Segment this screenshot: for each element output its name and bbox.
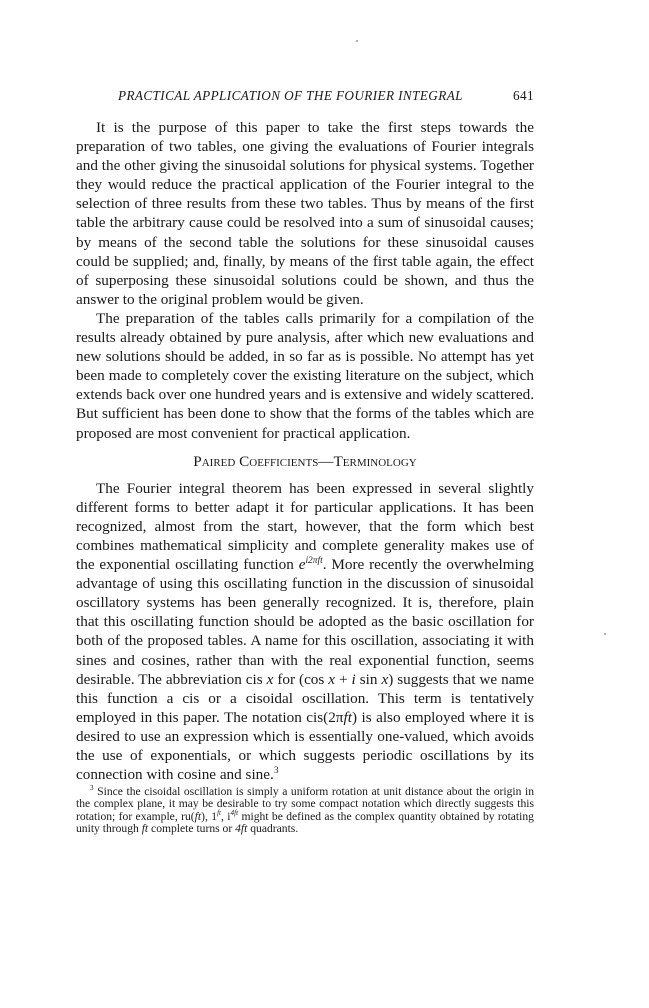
footnote-marker: 3 xyxy=(90,784,94,793)
article-body xyxy=(76,118,534,835)
running-title: PRACTICAL APPLICATION OF THE FOURIER INTEGRAL xyxy=(118,88,463,103)
paragraph: The preparation of the tables calls primarily for a compilation of the results already obtained by pure analysis, after which new evaluations and new solutions should be added, in so far as is possible. No attempt has yet been made to completely cover the existing literature on the subject, which extends back over one hundred years and is extensive and widely scattered. But sufficient has been done to show that the forms of the tables which are proposed are most convenient for practical application. xyxy=(76,309,534,442)
scan-speck xyxy=(604,633,606,635)
footnote-reference: 3 xyxy=(273,766,279,777)
exponential-function: $e^{i2\pi ft}$ xyxy=(298,556,323,574)
page-number: 641 xyxy=(513,88,534,103)
paragraph: The Fourier integral theorem has been expressed in several slightly different forms to better adapt it for particular applications. It has been recognized, almost from the start, however, that the form which best combines mathematical simplicity and complete generality makes use of the exponential oscillating function $e^{i2\pi ft}$. More recently the overwhelming advantage of using this oscillating function in the discussion of sinusoidal oscillatory systems has been generally recognized. It is, therefore, plain that this oscillating function should be adopted as the basic oscillation for both of the proposed tables. A name for this oscillation, associating it with sines and cosines, rather than with the real exponential function, seems desirable. The abbreviation cis x for (cos x + i sin x) suggests that we name this function a cis or a cisoidal oscillation. This term is tentatively employed in this paper. The notation cis(2πft) is also employed where it is desired to use an expression which is essentially one-valued, which avoids the use of exponentials, or which suggests periodic oscillations by its connection with cosine and sine.$^3$ xyxy=(76,479,534,784)
footnote: $^3$ Since the cisoidal oscillation is simply a uniform rotation at unit distance about the origin in the complex plane, it may be desirable to try some compact notation which directly suggests this rotation; for example, ru(ft), $1^{ft}$, $i^{4ft}$ might be defined as the complex quantity obtained by rotating unity through ft complete turns or 4ft quadrants. xyxy=(76,784,534,835)
running-header xyxy=(118,88,534,104)
section-heading: Paired Coefficients—Terminology xyxy=(193,452,417,470)
paragraph: It is the purpose of this paper to take the first steps towards the preparation of two tables, one giving the evaluations of Fourier integrals and the other giving the sinusoidal solutions for physical systems. Together they would reduce the practical application of the Fourier integral to the selection of three results from these two tables. Thus by means of the first table the arbitrary cause could be resolved into a sum of sinusoidal causes; by means of the second table the solutions for these sinusoidal causes could be supplied; and, finally, by means of the first table again, the effect of superposing these sinusoidal solutions could be shown, and thus the answer to the original problem would be given. xyxy=(76,119,534,308)
scan-speck xyxy=(356,40,358,42)
